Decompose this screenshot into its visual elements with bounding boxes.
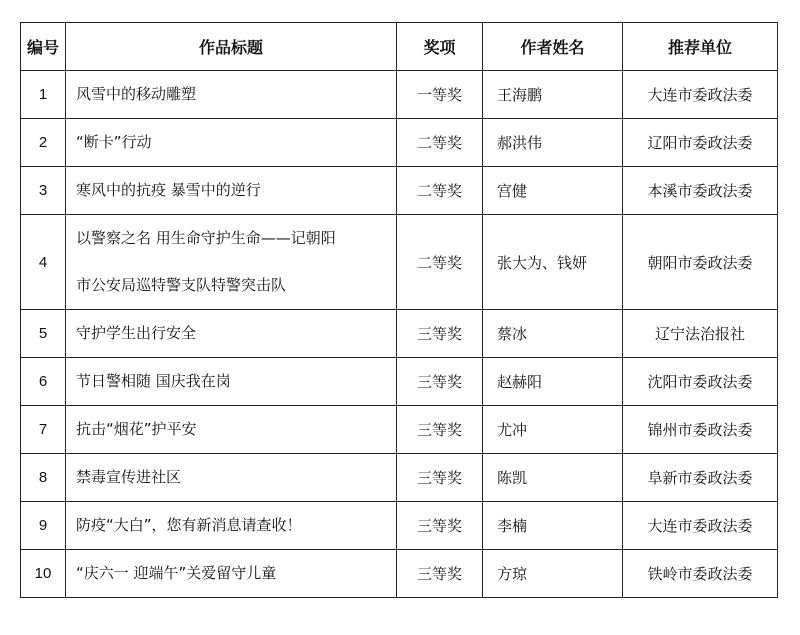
table-row — [21, 550, 778, 598]
row-title: “庆六一 迎端午”关爱留守儿童 — [66, 550, 397, 598]
row-title: 禁毒宣传进社区 — [66, 454, 397, 502]
table-row — [21, 406, 778, 454]
row-title: 节日警相随 国庆我在岗 — [66, 358, 397, 406]
row-author: 李楠 — [483, 502, 623, 550]
row-unit: 阜新市委政法委 — [623, 454, 778, 502]
row-author: 宫健 — [483, 167, 623, 215]
row-unit: 铁岭市委政法委 — [623, 550, 778, 598]
title-line: 以警察之名 用生命守护生命——记朝阳 — [76, 229, 336, 247]
row-unit: 朝阳市委政法委 — [623, 215, 778, 310]
title-line: 市公安局巡特警支队特警突击队 — [76, 276, 287, 294]
row-author: 张大为、钱妍 — [483, 215, 623, 310]
row-number: 10 — [21, 550, 66, 598]
header-number: 编号 — [21, 23, 66, 71]
row-number: 2 — [21, 119, 66, 167]
row-title: “断卡”行动 — [66, 119, 397, 167]
table-row — [21, 358, 778, 406]
row-author: 方琼 — [483, 550, 623, 598]
row-unit: 大连市委政法委 — [623, 71, 778, 119]
row-title: 风雪中的移动雕塑 — [66, 71, 397, 119]
row-unit: 辽宁法治报社 — [623, 310, 778, 358]
header-author: 作者姓名 — [483, 23, 623, 71]
table-header-row — [21, 23, 778, 71]
header-award: 奖项 — [397, 23, 483, 71]
row-award: 一等奖 — [397, 71, 483, 119]
row-unit: 沈阳市委政法委 — [623, 358, 778, 406]
row-unit: 辽阳市委政法委 — [623, 119, 778, 167]
row-number: 4 — [21, 215, 66, 310]
row-author: 王海鹏 — [483, 71, 623, 119]
row-author: 蔡冰 — [483, 310, 623, 358]
table-row — [21, 310, 778, 358]
row-award: 二等奖 — [397, 215, 483, 310]
row-author: 尤冲 — [483, 406, 623, 454]
row-title: 寒风中的抗疫 暴雪中的逆行 — [66, 167, 397, 215]
awards-table — [20, 22, 778, 598]
row-author: 郝洪伟 — [483, 119, 623, 167]
row-unit: 锦州市委政法委 — [623, 406, 778, 454]
row-author: 陈凯 — [483, 454, 623, 502]
row-title: 抗击“烟花”护平安 — [66, 406, 397, 454]
row-award: 二等奖 — [397, 167, 483, 215]
table-row — [21, 502, 778, 550]
row-unit: 大连市委政法委 — [623, 502, 778, 550]
table-row — [21, 167, 778, 215]
row-title — [66, 215, 397, 310]
row-title: 防疫“大白”，您有新消息请查收！ — [66, 502, 397, 550]
row-number: 9 — [21, 502, 66, 550]
row-award: 三等奖 — [397, 454, 483, 502]
table-row — [21, 215, 778, 310]
row-award: 二等奖 — [397, 119, 483, 167]
row-author: 赵赫阳 — [483, 358, 623, 406]
row-award: 三等奖 — [397, 406, 483, 454]
header-title: 作品标题 — [66, 23, 397, 71]
row-unit: 本溪市委政法委 — [623, 167, 778, 215]
row-award: 三等奖 — [397, 550, 483, 598]
table-row — [21, 71, 778, 119]
row-award: 三等奖 — [397, 502, 483, 550]
header-unit: 推荐单位 — [623, 23, 778, 71]
row-number: 6 — [21, 358, 66, 406]
row-number: 8 — [21, 454, 66, 502]
row-number: 5 — [21, 310, 66, 358]
row-title: 守护学生出行安全 — [66, 310, 397, 358]
table-row — [21, 454, 778, 502]
row-award: 三等奖 — [397, 310, 483, 358]
row-award: 三等奖 — [397, 358, 483, 406]
row-number: 3 — [21, 167, 66, 215]
row-number: 7 — [21, 406, 66, 454]
table-row — [21, 119, 778, 167]
row-number: 1 — [21, 71, 66, 119]
